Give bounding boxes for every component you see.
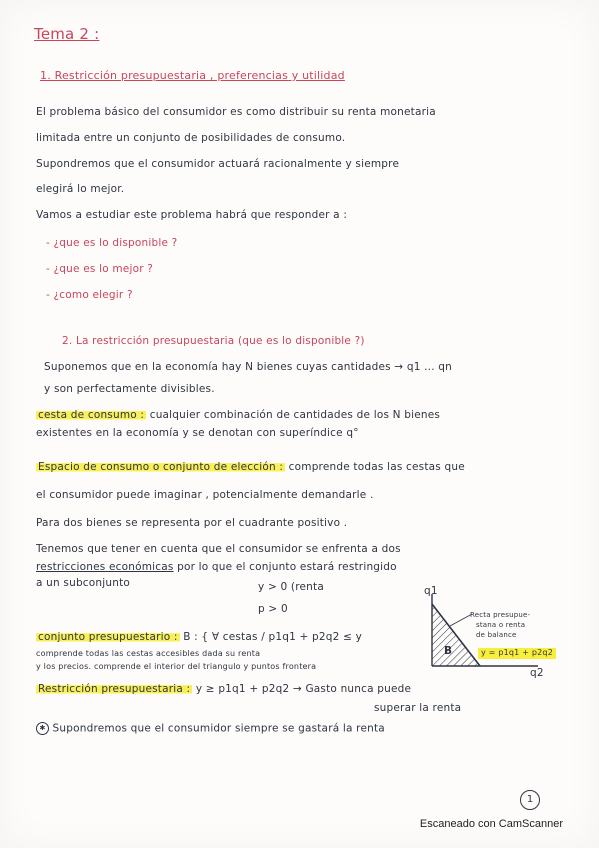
callout-line-1: Recta presupue- — [470, 611, 531, 619]
intro-line-4: elegirá lo mejor. — [36, 183, 125, 195]
restriccion-formula: y ≥ p1q1 + p2q2 → Gasto nunca puede — [195, 683, 412, 695]
star-icon: ✱ — [36, 722, 49, 735]
camscanner-footer: Escaneado con CamScanner — [419, 818, 563, 830]
question-3: - ¿como elegir ? — [46, 289, 133, 301]
dos-bienes-line: Para dos bienes se representa por el cuadrante positivo . — [36, 517, 348, 529]
espacio-line-1 — [36, 462, 465, 474]
cesta-line-1 — [36, 410, 440, 422]
region-label: B — [444, 645, 453, 657]
note-line — [36, 722, 385, 735]
intro-line-2: limitada entre un conjunto de posibilidades de consumo. — [36, 132, 346, 144]
page-number: 1 — [520, 790, 540, 810]
question-1: - ¿que es lo disponible ? — [46, 237, 178, 249]
callout-line-3: de balance — [476, 631, 517, 639]
conjunto-formula: B : { ∀ cestas / p1q1 + p2q2 ≤ y — [183, 631, 363, 643]
restriccion-line-2: superar la renta — [374, 702, 462, 714]
restr-p: p > 0 — [258, 603, 288, 615]
restr-line-3: a un subconjunto — [36, 577, 131, 589]
note-text: Supondremos que el consumidor siempre se gastará la renta — [52, 722, 385, 735]
restriccion-line-1 — [36, 684, 411, 696]
intro-line-1: El problema básico del consumidor es como distribuir su renta monetaria — [36, 106, 436, 118]
cesta-label: cesta de consumo : — [38, 409, 145, 421]
page-title: Tema 2 : — [34, 25, 100, 43]
cesta-text-1: cualquier combinación de cantidades de los N bienes — [149, 409, 441, 421]
conjunto-label: conjunto presupuestario : — [38, 631, 178, 643]
cesta-line-2: existentes en la economía y se denotan con superíndice q° — [36, 427, 359, 439]
conjunto-line-3: y los precios. comprende el interior del triangulo y puntos frontera — [36, 662, 317, 671]
intro-line-3: Supondremos que el consumidor actuará racionalmente y siempre — [36, 158, 400, 170]
restr-line-2 — [36, 562, 397, 574]
restr-underlined: restricciones económicas — [36, 561, 174, 573]
para-line-1: Suponemos que en la economía hay N bienes cuyas cantidades → q1 ... qn — [44, 361, 452, 373]
espacio-line-2: el consumidor puede imaginar , potencialmente demandarle . — [36, 489, 374, 501]
callout-pointer — [450, 614, 472, 626]
q1-axis-label: q1 — [424, 585, 438, 597]
para-line-2: y son perfectamente divisibles. — [44, 383, 215, 395]
budget-equation: y = p1q1 + p2q2 — [478, 648, 556, 659]
espacio-text-1: comprende todas las cestas que — [288, 461, 465, 473]
conjunto-line-2: comprende todas las cestas accesibles dada su renta — [36, 649, 261, 658]
conjunto-line-1 — [36, 632, 362, 644]
espacio-label: Espacio de consumo o conjunto de elección : — [38, 461, 284, 473]
restr-text-2: por lo que el conjunto estará restringido — [177, 561, 397, 573]
restriccion-label: Restricción presupuestaria : — [38, 683, 191, 695]
restr-y: y > 0 (renta — [258, 581, 324, 593]
intro-line-5: Vamos a estudiar este problema habrá que responder a : — [36, 209, 348, 221]
section-heading: 1. Restricción presupuestaria , preferencias y utilidad — [40, 69, 345, 82]
question-2: - ¿que es lo mejor ? — [46, 263, 154, 275]
restr-line-1: Tenemos que tener en cuenta que el consumidor se enfrenta a dos — [36, 543, 401, 555]
q2-axis-label: q2 — [530, 667, 544, 679]
subsection-heading: 2. La restricción presupuestaria (que es lo disponible ?) — [62, 335, 365, 347]
callout-line-2: stana o renta — [476, 621, 526, 629]
